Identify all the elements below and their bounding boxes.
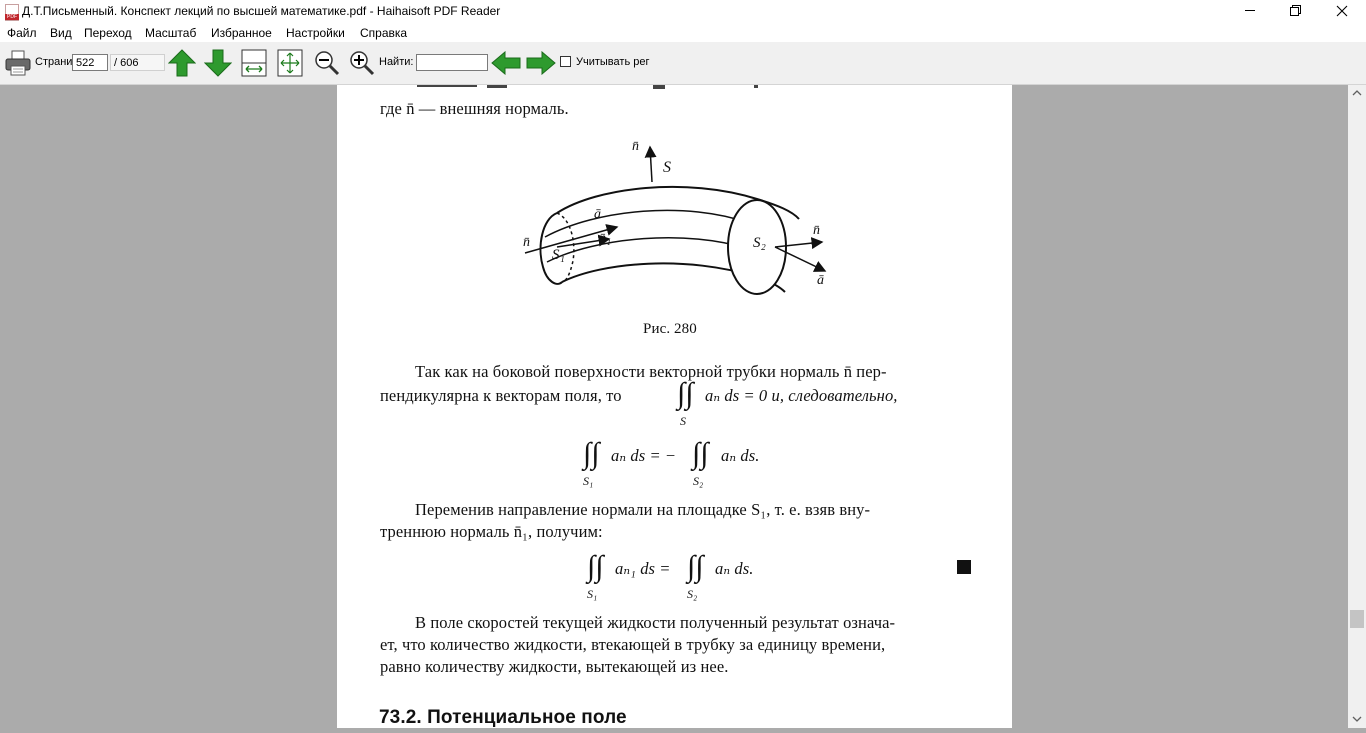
zoom-out-button[interactable] (313, 49, 341, 80)
find-label: Найти: (379, 56, 414, 68)
fig-label-a-right: ā (817, 273, 825, 288)
menu-view[interactable]: Вид (50, 26, 72, 40)
menu-bar (0, 22, 1366, 42)
print-button[interactable] (4, 49, 32, 80)
chevron-up-icon (1348, 85, 1366, 102)
fit-width-icon (241, 49, 267, 77)
match-case-label: Учитывать рег (576, 56, 650, 68)
prev-page-button[interactable] (168, 49, 196, 80)
menu-zoom[interactable]: Масштаб (145, 26, 197, 40)
chevron-down-icon (1348, 711, 1366, 728)
integral-limit-s: S (680, 414, 686, 428)
figure-caption: Рис. 280 (643, 321, 697, 337)
toolbar (0, 42, 1366, 85)
menu-favorites[interactable]: Избранное (211, 26, 272, 40)
paragraph-1-line-1: Так как на боковой поверхности векторной трубки нормаль n̄ пер- (415, 362, 887, 381)
menu-goto[interactable]: Переход (84, 26, 132, 40)
integral-limit-s2: S₂ (687, 587, 698, 601)
paragraph-1-line-2b: aₙ ds = 0 и, следовательно, (705, 386, 898, 405)
fit-page-icon (277, 49, 303, 77)
find-next-button[interactable] (526, 51, 556, 78)
equation-1-left: aₙ ds = − (611, 446, 677, 465)
fig-label-n-right: n̄ (813, 223, 821, 238)
close-icon (1336, 5, 1348, 17)
paragraph-3-line-3: равно количеству жидкости, вытекающей из нее. (380, 657, 729, 676)
find-prev-button[interactable] (491, 51, 521, 78)
paragraph-3-line-2: ет, что количество жидкости, втекающей в трубку за единицу времени, (380, 635, 886, 654)
page-label: Страни (35, 56, 73, 68)
window-title: Д.Т.Письменный. Конспект лекций по высшей математике.pdf - Haihaisoft PDF Reader (22, 4, 501, 18)
app-pdf-icon (5, 4, 19, 21)
double-integral-sign: ∫∫ (687, 550, 704, 583)
next-page-button[interactable] (204, 49, 232, 80)
equation-2-right: aₙ ds. (715, 559, 754, 578)
menu-file[interactable]: Файл (7, 26, 37, 40)
fig-label-a-left: ā (594, 207, 602, 222)
scroll-down-button[interactable] (1348, 711, 1366, 728)
equation-2-left: aₙ₁ ds = (615, 559, 671, 578)
double-integral-sign: ∫∫ (583, 437, 600, 470)
scrollbar-thumb[interactable] (1350, 610, 1364, 628)
menu-settings[interactable]: Настройки (286, 26, 345, 40)
title-bar (0, 0, 1366, 22)
document-viewport[interactable] (0, 85, 1348, 728)
arrow-left-icon (491, 51, 521, 75)
double-integral-sign: ∫∫ (587, 550, 604, 583)
paragraph-3-line-1: В поле скоростей текущей жидкости полученный результат означа- (415, 613, 896, 632)
paragraph-2-line-1: Переменив направление нормали на площадке S₁, т. е. взяв вну- (415, 500, 871, 519)
paragraph-2-line-2: треннюю нормаль n̄₁, получим: (380, 522, 603, 541)
integral-limit-s1: S₁ (587, 587, 598, 601)
equation-1-right: aₙ ds. (721, 446, 760, 465)
arrow-down-icon (204, 49, 232, 77)
fig-label-n1: n̄₁ (599, 231, 612, 246)
zoom-in-button[interactable] (348, 49, 376, 80)
page-number-input[interactable]: 522 (72, 54, 108, 71)
fig-label-s2: S₂ (753, 235, 766, 251)
integral-limit-s1: S₁ (583, 474, 594, 488)
figure-vector-tube (517, 137, 837, 307)
text-line-normal: где n̄ — внешняя нормаль. (380, 99, 569, 118)
arrow-up-icon (168, 49, 196, 77)
menu-help[interactable]: Справка (360, 26, 408, 40)
zoom-out-icon (313, 49, 341, 77)
double-integral-sign: ∫∫ (677, 377, 694, 410)
arrow-right-icon (526, 51, 556, 75)
zoom-in-icon (348, 49, 376, 77)
fit-page-button[interactable] (277, 49, 303, 80)
restore-button[interactable] (1274, 0, 1320, 22)
close-button[interactable] (1320, 0, 1366, 22)
pdf-page (337, 85, 1012, 728)
fig-label-s1: S₁ (552, 247, 565, 263)
clipped-text-line (337, 85, 1012, 91)
match-case-checkbox[interactable] (560, 56, 571, 67)
printer-icon (4, 49, 32, 77)
paragraph-1-line-2a: пендикулярна к векторам поля, то (380, 386, 622, 405)
fit-width-button[interactable] (241, 49, 267, 80)
end-of-proof-square (957, 560, 971, 574)
fig-label-s: S (663, 159, 672, 176)
double-integral-sign: ∫∫ (692, 437, 709, 470)
vertical-scrollbar[interactable] (1348, 85, 1366, 728)
scroll-up-button[interactable] (1348, 85, 1366, 102)
find-input[interactable] (416, 54, 488, 71)
integral-limit-s2: S₂ (693, 474, 704, 488)
page-total: / 606 (110, 54, 165, 71)
fig-label-n-top: n̄ (632, 139, 640, 154)
fig-label-n-left: n̄ (523, 235, 531, 250)
minimize-button[interactable] (1228, 0, 1274, 22)
section-heading: 73.2. Потенциальное поле (379, 707, 627, 728)
